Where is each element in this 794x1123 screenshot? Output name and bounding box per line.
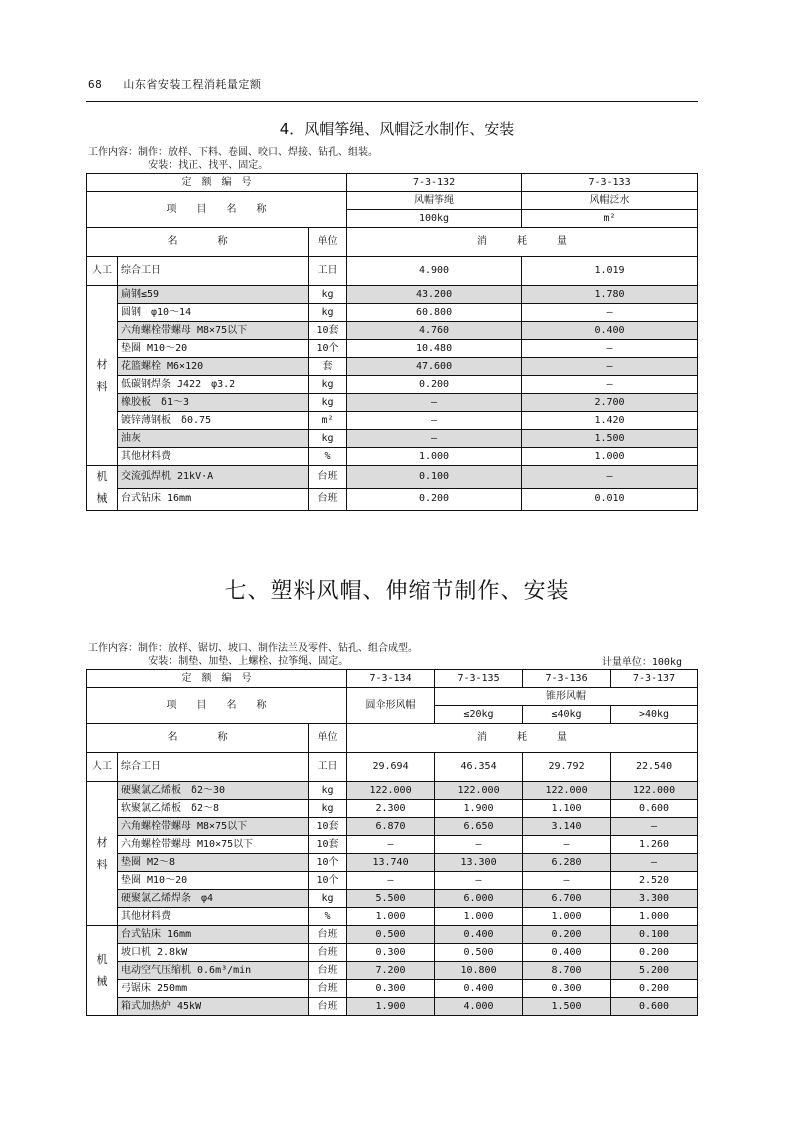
material-value: 6.280	[523, 854, 611, 872]
material-name: 扁钢≤59	[118, 286, 309, 304]
item-sub-cell: >40kg	[611, 706, 698, 724]
running-header	[88, 76, 261, 92]
machine-row	[87, 488, 698, 511]
material-unit: kg	[309, 800, 347, 818]
item-sub-cell: ≤40kg	[523, 706, 611, 724]
section4-materials	[87, 286, 698, 466]
machine-value: 0.400	[435, 980, 523, 998]
code-cell: 7-3-133	[522, 174, 698, 192]
machine-name: 台式钻床 16mm	[118, 488, 309, 511]
machine-value: 0.400	[523, 944, 611, 962]
machine-row	[87, 998, 698, 1016]
material-value: —	[523, 872, 611, 890]
section7-materials	[87, 782, 698, 926]
book-title: 山东省安装工程消耗量定额	[123, 78, 262, 91]
material-name: 其他材料费	[118, 908, 309, 926]
machine-group-char: 机	[96, 470, 108, 483]
material-unit: kg	[309, 890, 347, 908]
material-unit: 套	[309, 358, 347, 376]
machine-name: 弓锯床 250mm	[118, 980, 309, 998]
unit-label: 单位	[309, 228, 347, 257]
machine-value: 0.600	[611, 998, 698, 1016]
material-value: 13.300	[435, 854, 523, 872]
material-value: —	[347, 430, 522, 448]
material-row	[87, 854, 698, 872]
material-value: 1.000	[347, 908, 435, 926]
material-name: 圆钢 φ10～14	[118, 304, 309, 322]
machine-value: 1.500	[523, 998, 611, 1016]
machine-name: 箱式加热炉 45kW	[118, 998, 309, 1016]
machine-value: 0.010	[522, 488, 698, 511]
material-value: 1.000	[347, 448, 522, 466]
material-value: —	[523, 836, 611, 854]
item-name-cell: 风帽泛水	[522, 192, 698, 210]
material-group-label	[87, 286, 118, 466]
material-name: 六角螺栓带螺母 M10×75以下	[118, 836, 309, 854]
machine-unit: 台班	[309, 980, 347, 998]
section7-title: 七、塑料风帽、伸缩节制作、安装	[224, 579, 570, 604]
material-row	[87, 412, 698, 430]
material-group-char: 料	[96, 379, 108, 393]
material-row	[87, 286, 698, 304]
material-value: —	[435, 872, 523, 890]
code-cell: 7-3-134	[347, 670, 435, 688]
material-unit: 10个	[309, 872, 347, 890]
section4-machines	[87, 466, 698, 511]
codes-label: 定 额 编 号	[87, 174, 347, 192]
material-value: —	[611, 818, 698, 836]
item-unit-cell: m²	[522, 210, 698, 228]
material-row	[87, 358, 698, 376]
item-group-cell: 锥形风帽	[435, 688, 698, 706]
labor-value: 1.019	[522, 257, 698, 286]
material-value: 0.400	[522, 322, 698, 340]
section4-table	[86, 173, 698, 511]
machine-row	[87, 962, 698, 980]
material-value: —	[522, 304, 698, 322]
material-name: 硬聚氯乙烯板 δ2～30	[118, 782, 309, 800]
machine-value: 0.100	[611, 926, 698, 944]
material-value: 60.800	[347, 304, 522, 322]
material-value: 1.000	[522, 448, 698, 466]
machine-group-char: 械	[96, 492, 108, 505]
machine-value: 5.200	[611, 962, 698, 980]
machine-value: 8.700	[523, 962, 611, 980]
machine-value: 0.400	[435, 926, 523, 944]
material-value: —	[347, 394, 522, 412]
material-value: —	[522, 340, 698, 358]
material-value: 1.900	[435, 800, 523, 818]
labor-value: 46.354	[435, 753, 523, 782]
material-name: 垫圈 M10～20	[118, 340, 309, 358]
material-unit: 10个	[309, 340, 347, 358]
material-value: 1.420	[522, 412, 698, 430]
machine-row	[87, 944, 698, 962]
material-row	[87, 836, 698, 854]
material-value: 0.600	[611, 800, 698, 818]
material-name: 六角螺栓带螺母 M8×75以下	[118, 322, 309, 340]
material-value: 3.300	[611, 890, 698, 908]
material-unit: kg	[309, 394, 347, 412]
section7-work-content: 工作内容：制作：放样、锯切、坡口、制作法兰及零件、钻孔、组合成型。 安装：制垫、加垫、上螺栓、拉筝绳、固定。	[88, 643, 418, 667]
material-group-char: 料	[96, 857, 108, 871]
material-value: 6.000	[435, 890, 523, 908]
material-row	[87, 782, 698, 800]
item-sub-cell: ≤20kg	[435, 706, 523, 724]
machine-value: 0.300	[523, 980, 611, 998]
codes-label: 定 额 编 号	[87, 670, 347, 688]
material-unit: kg	[309, 304, 347, 322]
material-unit: %	[309, 908, 347, 926]
name-label: 名 称	[87, 228, 309, 257]
material-row	[87, 872, 698, 890]
machine-name: 台式钻床 16mm	[118, 926, 309, 944]
labor-name: 综合工日	[118, 753, 309, 782]
labor-value: 22.540	[611, 753, 698, 782]
consumption-label: 消 耗 量	[347, 724, 698, 753]
machine-name: 电动空气压缩机 0.6m³/min	[118, 962, 309, 980]
machine-row	[87, 980, 698, 998]
code-cell: 7-3-137	[611, 670, 698, 688]
material-value: 122.000	[347, 782, 435, 800]
material-value: 4.760	[347, 322, 522, 340]
material-row	[87, 908, 698, 926]
machine-value: 10.800	[435, 962, 523, 980]
labor-value: 4.900	[347, 257, 522, 286]
machine-value: 0.300	[347, 944, 435, 962]
material-value: 1.000	[523, 908, 611, 926]
consumption-label: 消 耗 量	[347, 228, 698, 257]
material-value: 1.000	[435, 908, 523, 926]
material-name: 垫圈 M2～8	[118, 854, 309, 872]
material-value: 1.260	[611, 836, 698, 854]
machine-value: 4.000	[435, 998, 523, 1016]
material-value: 0.200	[347, 376, 522, 394]
material-group-char: 材	[96, 357, 108, 371]
material-value: 43.200	[347, 286, 522, 304]
material-value: 3.140	[523, 818, 611, 836]
machine-value: 0.300	[347, 980, 435, 998]
material-value: 2.300	[347, 800, 435, 818]
machine-value: 0.100	[347, 466, 522, 489]
material-name: 橡胶板 δ1～3	[118, 394, 309, 412]
material-name: 六角螺栓带螺母 M8×75以下	[118, 818, 309, 836]
machine-name: 坡口机 2.8kW	[118, 944, 309, 962]
machine-unit: 台班	[309, 998, 347, 1016]
material-name: 软聚氯乙烯板 δ2～8	[118, 800, 309, 818]
labor-unit: 工日	[309, 257, 347, 286]
material-name: 硬聚氯乙烯焊条 φ4	[118, 890, 309, 908]
labor-name: 综合工日	[118, 257, 309, 286]
material-value: 2.700	[522, 394, 698, 412]
material-unit: 10套	[309, 818, 347, 836]
material-unit: m²	[309, 412, 347, 430]
material-value: —	[347, 836, 435, 854]
material-value: —	[522, 358, 698, 376]
item-label: 项 目 名 称	[87, 688, 347, 724]
labor-value: 29.792	[523, 753, 611, 782]
labor-group-label: 人工	[87, 753, 118, 782]
material-value: 10.480	[347, 340, 522, 358]
material-unit: kg	[309, 376, 347, 394]
material-row	[87, 304, 698, 322]
code-cell: 7-3-135	[435, 670, 523, 688]
material-value: —	[347, 872, 435, 890]
material-value: 122.000	[435, 782, 523, 800]
labor-group-label: 人工	[87, 257, 118, 286]
material-value: 1.000	[611, 908, 698, 926]
machine-group-label	[87, 926, 118, 1016]
labor-value: 29.694	[347, 753, 435, 782]
machine-value: 0.500	[347, 926, 435, 944]
material-unit: 10套	[309, 836, 347, 854]
material-row	[87, 340, 698, 358]
material-value: 6.870	[347, 818, 435, 836]
machine-value: 7.200	[347, 962, 435, 980]
material-name: 垫圈 M10～20	[118, 872, 309, 890]
section7-table	[86, 669, 698, 1016]
material-value: 47.600	[347, 358, 522, 376]
item-name-cell: 圆伞形风帽	[347, 688, 435, 724]
material-unit: 10个	[309, 854, 347, 872]
section7-unit-note: 计量单位：100kg	[601, 657, 682, 668]
material-name: 油灰	[118, 430, 309, 448]
machine-unit: 台班	[309, 962, 347, 980]
machine-value: 0.200	[523, 926, 611, 944]
material-group-label	[87, 782, 118, 926]
section7-machines	[87, 926, 698, 1016]
material-row	[87, 376, 698, 394]
code-cell: 7-3-132	[347, 174, 522, 192]
code-cell: 7-3-136	[523, 670, 611, 688]
material-name: 低碳钢焊条 J422 φ3.2	[118, 376, 309, 394]
material-name: 镀锌薄钢板 δ0.75	[118, 412, 309, 430]
machine-value: 1.900	[347, 998, 435, 1016]
section4-title: 4．风帽筝绳、风帽泛水制作、安装	[279, 120, 515, 138]
material-value: —	[522, 376, 698, 394]
header-rule	[86, 101, 698, 102]
machine-value: 0.200	[611, 980, 698, 998]
material-row	[87, 430, 698, 448]
material-unit: kg	[309, 782, 347, 800]
machine-group-label	[87, 466, 118, 511]
material-name: 花篮螺栓 M6×120	[118, 358, 309, 376]
material-row	[87, 890, 698, 908]
machine-group-char: 械	[96, 974, 108, 988]
material-value: 6.650	[435, 818, 523, 836]
material-value: —	[611, 854, 698, 872]
material-value: —	[435, 836, 523, 854]
machine-unit: 台班	[309, 944, 347, 962]
machine-value: 0.500	[435, 944, 523, 962]
material-value: 122.000	[523, 782, 611, 800]
machine-name: 交流弧焊机 21kV·A	[118, 466, 309, 489]
machine-unit: 台班	[309, 926, 347, 944]
name-label: 名 称	[87, 724, 309, 753]
material-unit: %	[309, 448, 347, 466]
material-value: 13.740	[347, 854, 435, 872]
item-name-cell: 风帽筝绳	[347, 192, 522, 210]
material-value: 2.520	[611, 872, 698, 890]
labor-unit: 工日	[309, 753, 347, 782]
machine-value: 0.200	[347, 488, 522, 511]
machine-unit: 台班	[309, 488, 347, 511]
section4-work-content: 工作内容：制作：放样、下料、卷圆、咬口、焊接、钻孔、组装。 安装：找正、找平、固定。	[88, 147, 378, 171]
machine-value: 0.200	[611, 944, 698, 962]
machine-value: —	[522, 466, 698, 489]
material-row	[87, 818, 698, 836]
page-number: 68	[88, 78, 103, 91]
material-value: 1.500	[522, 430, 698, 448]
material-value: 5.500	[347, 890, 435, 908]
material-name: 其他材料费	[118, 448, 309, 466]
item-label: 项 目 名 称	[87, 192, 347, 228]
material-value: 6.700	[523, 890, 611, 908]
material-row	[87, 322, 698, 340]
material-value: 1.100	[523, 800, 611, 818]
unit-label: 单位	[309, 724, 347, 753]
material-value: 1.780	[522, 286, 698, 304]
machine-row	[87, 466, 698, 489]
item-unit-cell: 100kg	[347, 210, 522, 228]
material-row	[87, 448, 698, 466]
material-unit: kg	[309, 286, 347, 304]
material-row	[87, 800, 698, 818]
material-row	[87, 394, 698, 412]
machine-unit: 台班	[309, 466, 347, 489]
material-unit: kg	[309, 430, 347, 448]
material-group-char: 材	[96, 835, 108, 849]
machine-group-char: 机	[96, 952, 108, 966]
material-value: 122.000	[611, 782, 698, 800]
material-value: —	[347, 412, 522, 430]
material-unit: 10套	[309, 322, 347, 340]
machine-row	[87, 926, 698, 944]
